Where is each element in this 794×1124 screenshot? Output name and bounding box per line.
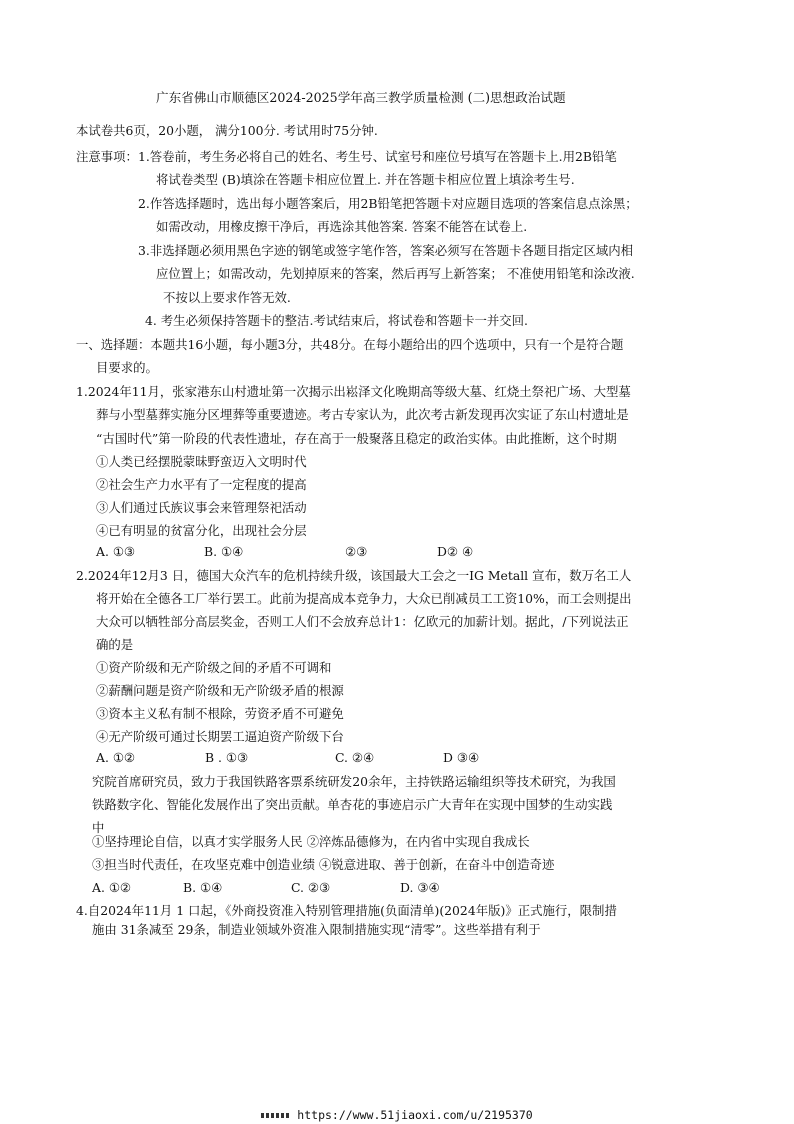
statement-item: ④已有明显的贫富分化，出现社会分层 [96, 523, 307, 538]
statement-item: ②薪酬问题是资产阶级和无产阶级矛盾的根源 [96, 683, 344, 698]
question-stem-line: 将开始在全德各工厂举行罢工。此前为提高成本竞争力，大众已削减员工工资10%，而工会则提出 [96, 591, 632, 606]
notice-line: 3.非选择题必须用黑色字迹的钢笔或签字笔作答，答案必须写在答题卡各题目指定区域内相 [138, 243, 634, 258]
option-a[interactable]: A. ①③ [96, 544, 136, 559]
option-b[interactable]: B. ①④ [204, 544, 244, 559]
question-stem-line: 1.2024年11月，张家港东山村遗址第一次揭示出崧泽文化晚期高等级大墓、红烧土祭祀广场、大型墓 [76, 384, 631, 399]
footer-url[interactable]: https://www.51jiaoxi.com/u/2195370 [297, 1108, 533, 1122]
question-stem-line: 中 [92, 820, 105, 835]
option-b[interactable]: B . ①③ [205, 750, 249, 765]
question-stem-line: 4.自2024年11月 1 口起，《外商投资准入特别管理措施(负面清单)(2024年版)》正式施行，限制措 [76, 903, 617, 918]
notice-line: 如需改动，用橡皮擦干净后，再选涂其他答案. 答案不能答在试卷上. [156, 219, 528, 234]
statement-item: ③担当时代责任，在攻坚克难中创造业绩 ④锐意进取、善于创新，在奋斗中创造奇迹 [92, 857, 555, 872]
question-stem-line: “古国时代”第一阶段的代表性遗址，存在高于一般聚落且稳定的政治实体。由此推断，这个时期 [96, 431, 617, 446]
question-stem-line: 2.2024年12月3 日，德国大众汽车的危机持续升级，该国最大工会之一IG Metall 宣布，数万名工人 [76, 568, 632, 583]
option-d[interactable]: D. ③④ [400, 880, 440, 895]
option-c[interactable]: C. ②③ [291, 880, 331, 895]
statement-item: ③人们通过氏族议事会来管理祭祀活动 [96, 500, 307, 515]
option-c[interactable]: ②③ [345, 544, 368, 559]
question-stem-line: 施由 31条减至 29条，制造业领域外资准入限制措施实现“清零”。这些举措有利于 [92, 922, 541, 937]
question-stem-line: 大众可以牺牲部分高层奖金，否则工人们不会放弃总计1：亿欧元的加薪计划。据此，/下列说法正 [96, 614, 629, 629]
statement-item: ①资产阶级和无产阶级之间的矛盾不可调和 [96, 660, 332, 675]
notice-line: 注意事项：1.答卷前，考生务必将自己的姓名、考生号、试室号和座位号填写在答题卡上.用2B铅笔 [76, 149, 617, 164]
statement-item: ④无产阶级可通过长期罢工逼迫资产阶级下台 [96, 729, 344, 744]
statement-item: ③资本主义私有制不根除，劳资矛盾不可避免 [96, 706, 344, 721]
notice-line: 不按以上要求作答无效. [163, 290, 291, 305]
option-a[interactable]: A. ①② [92, 880, 132, 895]
option-c[interactable]: C. ②④ [335, 750, 375, 765]
section-line: 一、选择题：本题共16小题，每小题3分，共48分。在每小题给出的四个选项中，只有一个是符合题 [76, 337, 624, 352]
question-stem-line: 确的是 [96, 637, 134, 652]
notice-line: 4. 考生必须保持答题卡的整洁.考试结束后，将试卷和答题卡一并交回. [145, 313, 528, 328]
statement-item: ①坚持理论自信，以真才实学服务人民 ②淬炼品德修为，在内省中实现自我成长 [92, 834, 530, 849]
notice-line: 2.作答选择题时，选出每小题答案后，用2B铅笔把答题卡对应题目选项的答案信息点涂黑； [138, 196, 638, 211]
option-d[interactable]: D ③④ [443, 750, 480, 765]
notice-line: 应位置上；如需改动，先划掉原来的答案，然后再写上新答案； 不准使用铅笔和涂改液. [156, 266, 635, 281]
question-stem-line: 究院首席研究员，致力于我国铁路客票系统研发20余年，主持铁路运输组织等技术研究，为我国 [92, 774, 616, 789]
question-stem-line: 铁路数字化、智能化发展作出了突出贡献。单杏花的事迹启示广大青年在实现中国梦的生动实践 [92, 797, 613, 812]
answer-options [0, 544, 794, 560]
exam-intro: 本试卷共6页，20小题， 满分100分. 考试用时75分钟. [76, 123, 378, 138]
statement-item: ②社会生产力水平有了一定程度的提高 [96, 477, 307, 492]
watermark-logo-icon [261, 1113, 291, 1118]
option-a[interactable]: A. ①② [96, 750, 136, 765]
question-stem-line: 葬与小型墓葬实施分区埋葬等重要遗迹。考古专家认为，此次考古新发现再次实证了东山村遗址是 [96, 407, 629, 422]
notice-line: 将试卷类型 (B)填涂在答题卡相应位置上. 并在答题卡相应位置上填涂考生号. [156, 172, 575, 187]
answer-options [0, 880, 794, 896]
option-d[interactable]: D② ④ [437, 544, 474, 559]
answer-options [0, 750, 794, 766]
footer-watermark [0, 1108, 794, 1122]
exam-title: 广东省佛山市顺德区2024-2025学年高三教学质量检测 (二)思想政治试题 [156, 90, 566, 105]
section-line: 目要求的。 [96, 360, 158, 375]
option-b[interactable]: B. ①④ [183, 880, 223, 895]
statement-item: ①人类已经摆脱蒙昧野蛮迈入文明时代 [96, 454, 307, 469]
